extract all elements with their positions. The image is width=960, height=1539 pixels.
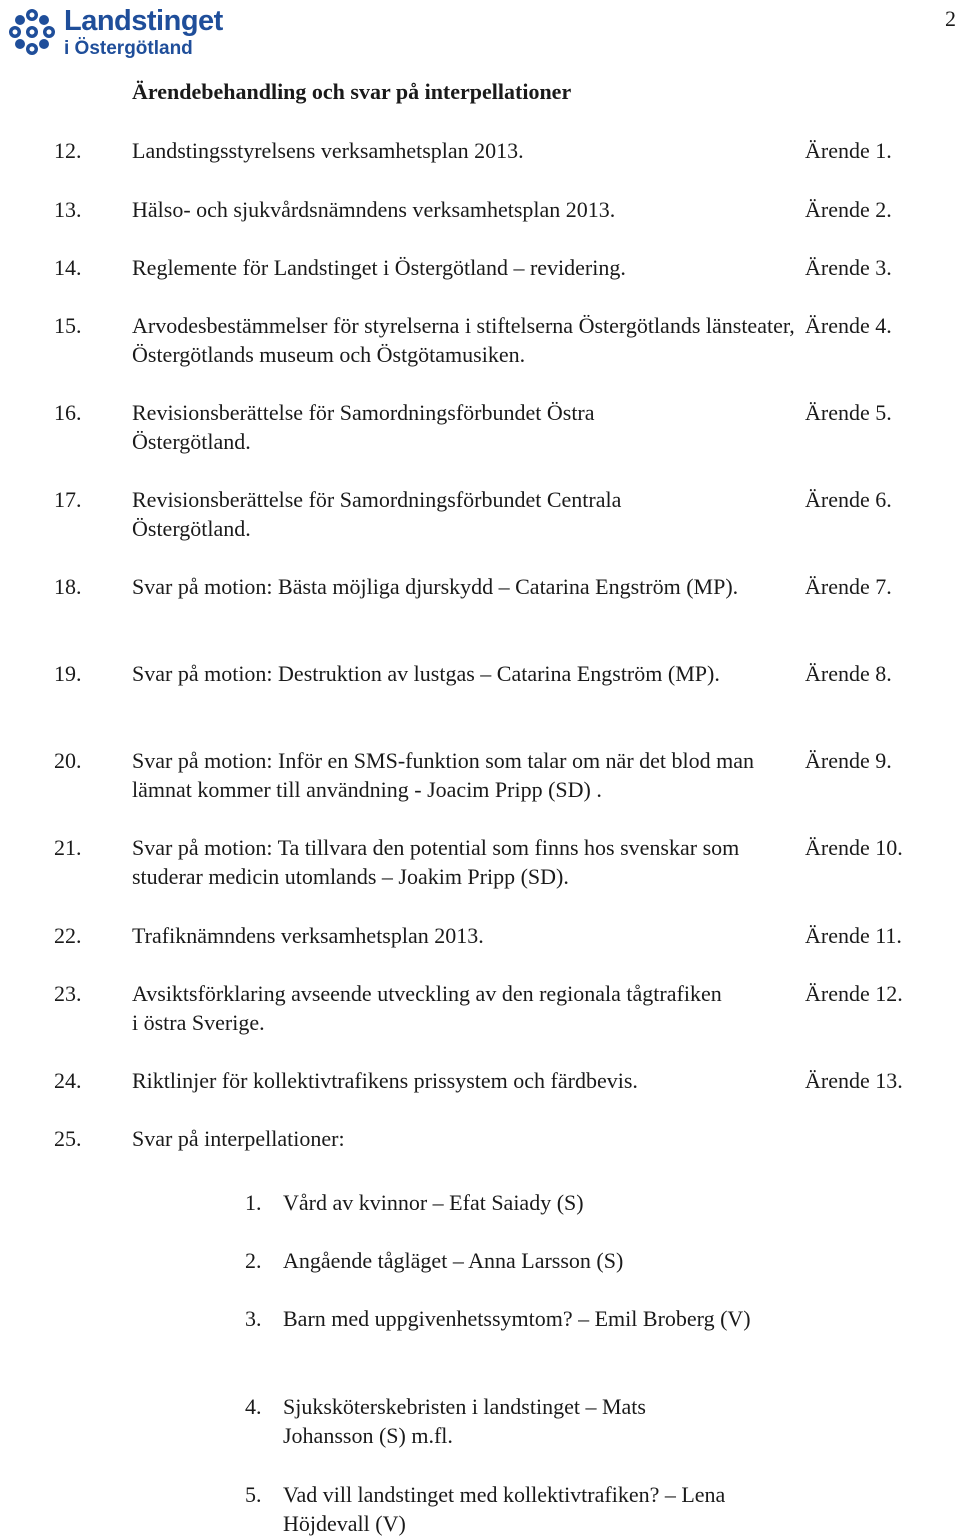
item-number: 25. (54, 1126, 82, 1151)
logo-region: i Östergötland (64, 38, 193, 59)
item-reference: Ärende 7. (805, 574, 892, 599)
interpellation-title: Sjuksköterskebristen i landstinget – Mats Johansson (S) m.fl. (283, 1394, 646, 1448)
logo-name: Landstinget (64, 5, 223, 37)
item-title: Svar på motion: Inför en SMS-funktion som talar om när det blod man lämnat kommer till användning - Joacim Pripp (SD) . (132, 748, 755, 802)
item-reference: Ärende 3. (805, 255, 892, 280)
interpellation-number: 2. (245, 1248, 262, 1273)
item-reference: Ärende 12. (805, 981, 903, 1006)
item-number: 21. (54, 835, 82, 860)
item-title: Svar på interpellationer: (132, 1126, 345, 1151)
item-reference: Ärende 9. (805, 748, 892, 773)
interpellation-title: Vård av kvinnor – Efat Saiady (S) (283, 1190, 584, 1215)
item-reference: Ärende 5. (805, 400, 892, 425)
item-title: Svar på motion: Bästa möjliga djurskydd – Catarina Engström (MP). (132, 574, 739, 599)
item-title: Landstingsstyrelsens verksamhetsplan 2013. (132, 138, 524, 163)
page-number: 2 (945, 6, 956, 31)
item-reference: Ärende 13. (805, 1068, 903, 1093)
item-reference: Ärende 2. (805, 197, 892, 222)
item-reference: Ärende 11. (805, 923, 902, 948)
item-number: 17. (54, 487, 82, 512)
item-title: Revisionsberättelse för Samordningsförbundet Centrala Östergötland. (132, 487, 622, 541)
item-number: 12. (54, 138, 82, 163)
item-title: Avsiktsförklaring avseende utveckling av den regionala tågtrafiken i östra Sverige. (132, 981, 722, 1035)
item-title: Arvodesbestämmelser för styrelserna i stiftelserna Östergötlands länsteater, Östergötlands museum och Östgötamusiken. (132, 313, 795, 367)
interpellation-title: Vad vill landstinget med kollektivtrafiken? – Lena Höjdevall (V) (283, 1482, 726, 1536)
item-number: 18. (54, 574, 82, 599)
item-number: 23. (54, 981, 82, 1006)
item-number: 16. (54, 400, 82, 425)
interpellation-number: 4. (245, 1394, 262, 1419)
item-number: 13. (54, 197, 82, 222)
logo-emblem-icon (6, 6, 58, 58)
item-reference: Ärende 6. (805, 487, 892, 512)
item-number: 15. (54, 313, 82, 338)
interpellation-number: 3. (245, 1306, 262, 1331)
item-title: Revisionsberättelse för Samordningsförbundet Östra Östergötland. (132, 400, 595, 454)
item-reference: Ärende 4. (805, 313, 892, 338)
item-title: Riktlinjer för kollektivtrafikens prissystem och färdbevis. (132, 1068, 638, 1093)
item-reference: Ärende 8. (805, 661, 892, 686)
page-heading: Ärendebehandling och svar på interpellationer (132, 79, 572, 104)
item-reference: Ärende 10. (805, 835, 903, 860)
item-title: Svar på motion: Ta tillvara den potential som finns hos svenskar som studerar medicin utomlands – Joakim Pripp (SD). (132, 835, 740, 889)
item-title: Hälso- och sjukvårdsnämndens verksamhetsplan 2013. (132, 197, 616, 222)
item-number: 22. (54, 923, 82, 948)
item-number: 14. (54, 255, 82, 280)
interpellation-title: Angående tågläget – Anna Larsson (S) (283, 1248, 624, 1273)
item-title: Svar på motion: Destruktion av lustgas – Catarina Engström (MP). (132, 661, 720, 686)
item-number: 19. (54, 661, 82, 686)
item-title: Trafiknämndens verksamhetsplan 2013. (132, 923, 484, 948)
landstinget-logo (6, 4, 246, 60)
interpellation-number: 1. (245, 1190, 262, 1215)
item-number: 20. (54, 748, 82, 773)
item-reference: Ärende 1. (805, 138, 892, 163)
interpellation-title: Barn med uppgivenhetssymtom? – Emil Broberg (V) (283, 1306, 751, 1331)
item-title: Reglemente för Landstinget i Östergötland – revidering. (132, 255, 626, 280)
item-number: 24. (54, 1068, 82, 1093)
interpellation-number: 5. (245, 1482, 262, 1507)
